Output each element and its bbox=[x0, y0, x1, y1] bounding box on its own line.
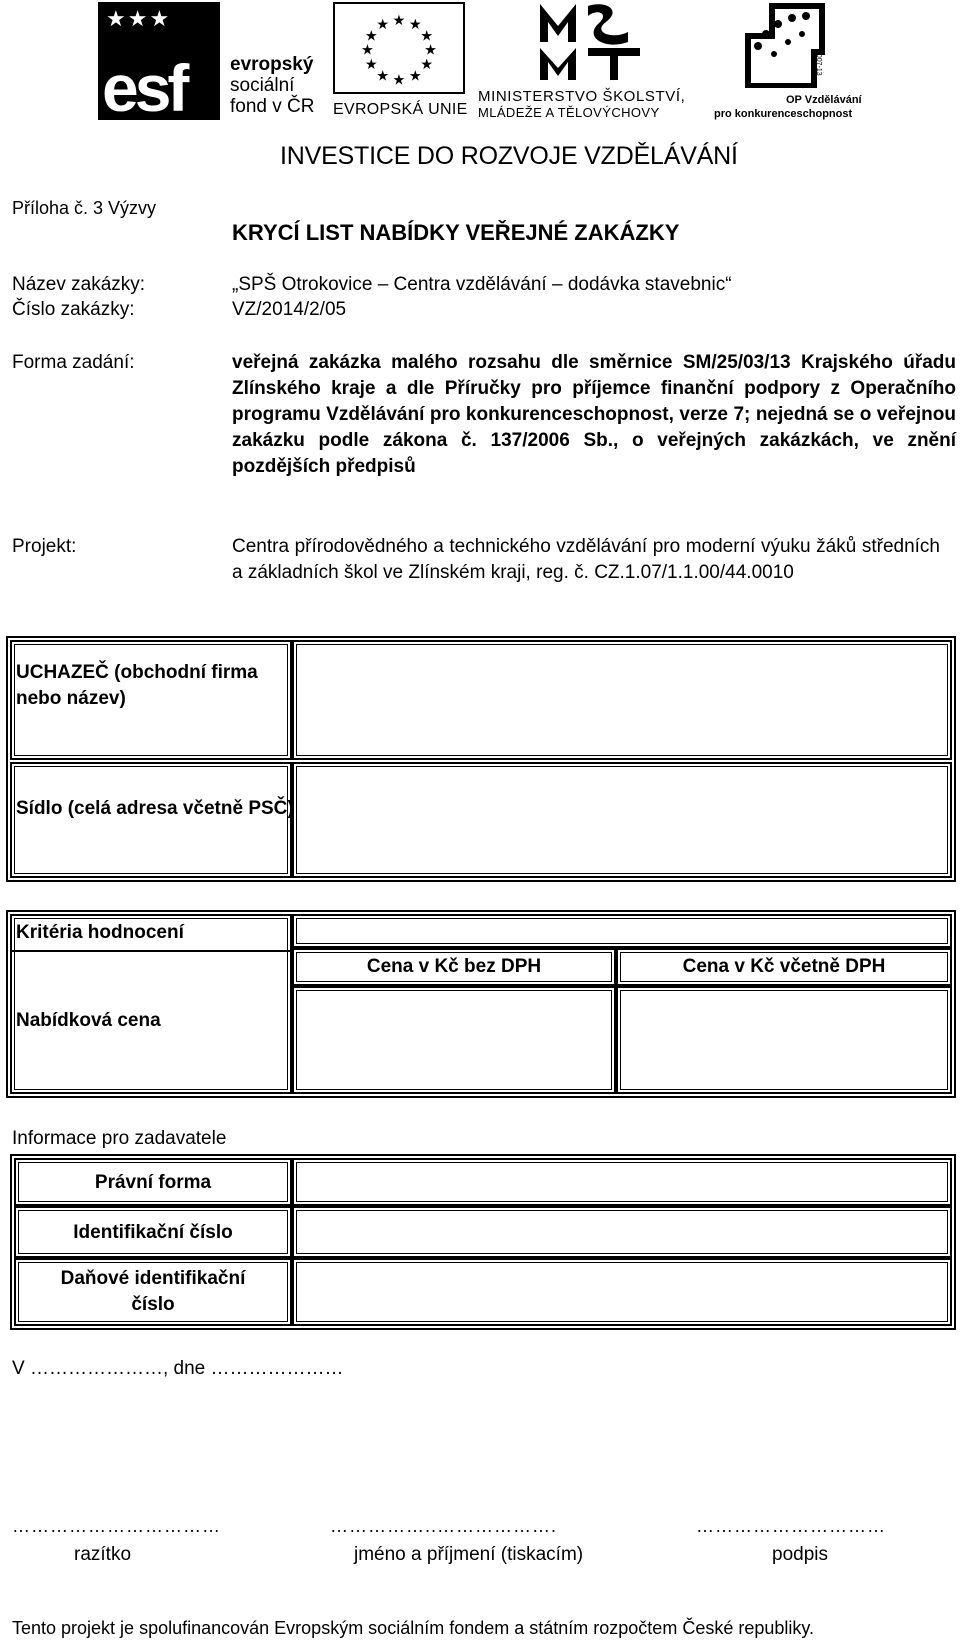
seat-label: Sídlo (celá adresa včetně PSČ) bbox=[16, 798, 294, 819]
svg-text:★: ★ bbox=[392, 72, 406, 89]
msmt-caption: MINISTERSTVO ŠKOLSTVÍ, bbox=[478, 88, 686, 105]
op-caption-2: pro konkurenceschopnost bbox=[714, 108, 853, 120]
msmt-logo bbox=[536, 2, 646, 82]
esf-logo: ★★★ esf bbox=[98, 2, 220, 120]
price-vat-label: Cena v Kč včetně DPH bbox=[682, 956, 886, 977]
footer-text: Tento projekt je spolufinancován Evropským sociálním fondem a státním rozpočtem České republiky. bbox=[12, 1618, 815, 1638]
legal-form-label: Právní forma bbox=[94, 1172, 212, 1193]
svg-text:★: ★ bbox=[361, 42, 374, 59]
seat-input-cell[interactable] bbox=[292, 762, 952, 878]
contract-number-value: VZ/2014/2/05 bbox=[232, 299, 347, 320]
price-vat-header bbox=[616, 948, 952, 986]
criteria-header-cell bbox=[292, 914, 952, 948]
tax-id-cell bbox=[14, 1258, 292, 1326]
signature-line: ………………………… bbox=[696, 1516, 886, 1536]
investment-banner: INVESTICE DO ROZVOJE VZDĚLÁVÁNÍ bbox=[280, 142, 738, 170]
svg-text:★: ★ bbox=[424, 42, 437, 59]
applicant-label-cell bbox=[10, 640, 292, 760]
op-caption: OP Vzdělávání bbox=[786, 94, 862, 106]
tax-id-input[interactable] bbox=[292, 1258, 952, 1326]
applicant-label: UCHAZEČ (obchodní firma nebo název) bbox=[16, 662, 258, 709]
award-form-label: Forma zadání: bbox=[12, 352, 135, 373]
esf-logo-text: evropský sociální fond v ČR bbox=[230, 54, 315, 117]
place-date-line: V …………………, dne ………………… bbox=[12, 1358, 344, 1379]
info-heading: Informace pro zadavatele bbox=[12, 1128, 227, 1149]
svg-text:★: ★ bbox=[392, 13, 406, 30]
svg-text:★: ★ bbox=[364, 28, 378, 45]
stamp-line: …………………………… bbox=[12, 1516, 221, 1536]
award-form-rest: , o veřejných zakázkách, ve znění pozdějších předpisů bbox=[232, 430, 956, 477]
award-form-bold: veřejná zakázka malého rozsahu dle směrnice SM/25/03/13 Krajského úřadu Zlínského kraje a dle Příručky pro příjemce finanční podpory z Operačního programu Vzdělávání pro konkurenceschopnost, verze 7; nejedná se o veřejnou zakázku podle zákona č. 137/2006 Sb. bbox=[232, 352, 956, 451]
annex-label: Příloha č. 3 Výzvy bbox=[12, 198, 157, 218]
project-value: Centra přírodovědného a technického vzdělávání pro moderní výuku žáků středních a základních škol ve Zlínském kraji, reg. č. CZ.1.07/1.1.00/44.0010 bbox=[232, 536, 940, 583]
id-number-label: Identifikační číslo bbox=[73, 1222, 233, 1243]
stamp-label: razítko bbox=[74, 1544, 132, 1565]
legal-form-cell bbox=[14, 1158, 292, 1206]
svg-text:★: ★ bbox=[376, 16, 390, 33]
offer-price-label: Nabídková cena bbox=[16, 1010, 161, 1031]
name-label: jméno a příjmení (tiskacím) bbox=[354, 1544, 584, 1565]
price-no-vat-header bbox=[292, 948, 616, 986]
name-line: ……………..………………. bbox=[330, 1516, 558, 1536]
legal-form-input[interactable] bbox=[292, 1158, 952, 1206]
applicant-input-cell[interactable] bbox=[292, 640, 952, 760]
seat-label-cell bbox=[10, 762, 292, 878]
svg-text:★: ★ bbox=[420, 57, 434, 74]
price-no-vat-input[interactable] bbox=[292, 986, 616, 1094]
msmt-caption-2: MLÁDEŽE A TĚLOVÝCHOVY bbox=[478, 105, 660, 120]
contract-number-label: Číslo zakázky: bbox=[12, 299, 135, 320]
tax-id-label: Daňové identifikační číslo bbox=[60, 1268, 246, 1315]
project-label: Projekt: bbox=[12, 536, 77, 557]
svg-text:★: ★ bbox=[376, 68, 390, 85]
criteria-divider bbox=[10, 950, 292, 952]
star-icon: ★★★ bbox=[106, 6, 172, 31]
op-years: 2007-13 bbox=[815, 50, 822, 76]
logo-header bbox=[0, 0, 960, 175]
page-title: KRYCÍ LIST NABÍDKY VEŘEJNÉ ZAKÁZKY bbox=[232, 220, 680, 245]
signature-label: podpis bbox=[772, 1544, 828, 1565]
eu-caption: EVROPSKÁ UNIE bbox=[333, 101, 468, 118]
svg-text:★: ★ bbox=[420, 28, 434, 45]
criteria-label: Kritéria hodnocení bbox=[16, 922, 184, 943]
eu-flag-icon bbox=[333, 2, 465, 94]
contract-name-value: „SPŠ Otrokovice – Centra vzdělávání – dodávka stavebnic“ bbox=[232, 274, 732, 295]
svg-text:★: ★ bbox=[408, 16, 422, 33]
svg-text:★: ★ bbox=[364, 57, 378, 74]
criteria-label-cell bbox=[10, 914, 292, 1094]
svg-text:★: ★ bbox=[408, 68, 422, 85]
award-form-value bbox=[232, 350, 956, 480]
price-vat-input[interactable] bbox=[616, 986, 952, 1094]
id-number-cell bbox=[14, 1206, 292, 1258]
id-number-input[interactable] bbox=[292, 1206, 952, 1258]
contract-name-label: Název zakázky: bbox=[12, 274, 146, 295]
price-no-vat-label: Cena v Kč bez DPH bbox=[366, 956, 542, 977]
